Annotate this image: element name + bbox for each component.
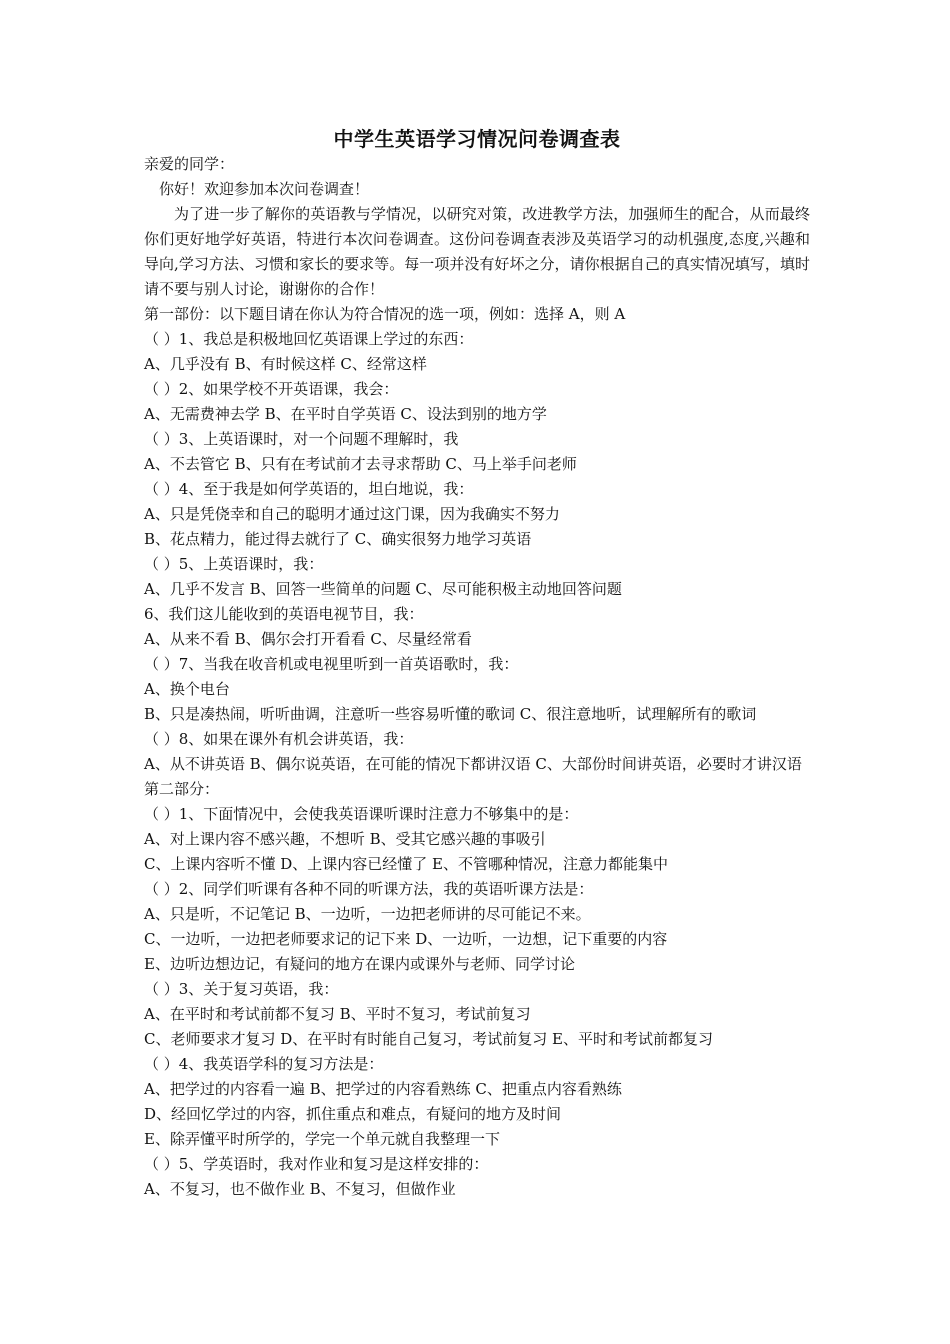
part1-option-4bc: B、花点精力，能过得去就行了 C、确实很努力地学习英语 [144,530,532,548]
part2-option-3cde: C、老师要求才复习 D、在平时有时能自己复习，考试前复习 E、平时和考试前都复习 [144,1030,713,1048]
part1-options-2: A、无需费神去学 B、在平时自学英语 C、设法到别的地方学 [144,405,547,423]
part2-option-3ab: A、在平时和考试前都不复习 B、平时不复习，考试前复习 [144,1005,531,1023]
part1-options-6: A、从来不看 B、偶尔会打开看看 C、尽量经常看 [144,630,472,648]
part1-question-6: 6、我们这儿能收到的英语电视节目，我： [144,605,424,623]
document-page [144,126,810,1202]
greeting: 亲爱的同学： [144,155,235,173]
part2-option-2cd: C、一边听，一边把老师要求记的记下来 D、一边听，一边想，记下重要的内容 [144,930,668,948]
part1-option-7a: A、换个电台 [144,680,230,698]
part1-question-4: （ ）4、至于我是如何学英语的，坦白地说，我： [144,480,474,498]
part1-question-7: （ ）7、当我在收音机或电视里听到一首英语歌时，我： [144,655,519,673]
part2-question-2: （ ）2、同学们听课有各种不同的听课方法，我的英语听课方法是： [144,880,594,898]
part2-option-2e: E、边听边想边记，有疑问的地方在课内或课外与老师、同学讨论 [144,955,575,973]
part2-question-1: （ ）1、下面情况中，会使我英语课听课时注意力不够集中的是： [144,805,579,823]
part2-option-5ab: A、不复习，也不做作业 B、不复习，但做作业 [144,1180,456,1198]
document-title: 中学生英语学习情况问卷调查表 [333,127,621,151]
part1-header: 第一部份：以下题目请在你认为符合情况的选一项，例如：选择 A，则 A [144,305,626,323]
part2-question-3: （ ）3、关于复习英语，我： [144,980,339,998]
part1-options-8: A、从不讲英语 B、偶尔说英语，在可能的情况下都讲汉语 C、大部份时间讲英语，必要时才讲汉语 [144,755,802,773]
part2-option-2ab: A、只是听，不记笔记 B、一边听，一边把老师讲的尽可能记不来。 [144,905,591,923]
part1-question-5: （ ）5、上英语课时，我： [144,555,324,573]
part1-question-1: （ ）1、我总是积极地回忆英语课上学过的东西： [144,330,474,348]
part1-option-7bc: B、只是凑热闹，听听曲调，注意听一些容易听懂的歌词 C、很注意地听，试理解所有的歌词 [144,705,757,723]
part2-header: 第二部分： [144,780,220,798]
part2-option-4d: D、经回忆学过的内容，抓住重点和难点，有疑问的地方及时间 [144,1105,562,1123]
part1-options-3: A、不去管它 B、只有在考试前才去寻求帮助 C、马上举手问老师 [144,455,577,473]
part2-option-4e: E、除弄懂平时所学的，学完一个单元就自我整理一下 [144,1130,500,1148]
part1-question-8: （ ）8、如果在课外有机会讲英语，我： [144,730,414,748]
part2-option-4abc: A、把学过的内容看一遍 B、把学过的内容看熟练 C、把重点内容看熟练 [144,1080,622,1098]
intro-paragraph: 为了进一步了解你的英语教与学情况，以研究对策，改进教学方法，加强师生的配合，从而最终你们更好地学好英语，特进行本次问卷调查。这份问卷调查表涉及英语学习的动机强度,态度,兴趣和导向,学习方法、习惯和家长的要求等。每一项并没有好坏之分，请你根据自己的真实情况填写，填时请不要与别人讨论，谢谢你的合作！ [144,205,810,298]
part1-options-1: A、几乎没有 B、有时候这样 C、经常这样 [144,355,427,373]
part2-question-4: （ ）4、我英语学科的复习方法是： [144,1055,384,1073]
hello-line: 你好！欢迎参加本次问卷调查！ [159,180,370,198]
part1-question-2: （ ）2、如果学校不开英语课，我会： [144,380,399,398]
part1-options-5: A、几乎不发言 B、回答一些简单的问题 C、尽可能积极主动地回答问题 [144,580,622,598]
part1-option-4a: A、只是凭侥幸和自己的聪明才通过这门课，因为我确实不努力 [144,505,560,523]
part2-question-5: （ ）5、学英语时，我对作业和复习是这样安排的： [144,1155,489,1173]
part2-option-1cde: C、上课内容听不懂 D、上课内容已经懂了 E、不管哪种情况，注意力都能集中 [144,855,668,873]
part2-option-1ab: A、对上课内容不感兴趣，不想听 B、受其它感兴趣的事吸引 [144,830,546,848]
part1-question-3: （ ）3、上英语课时，对一个问题不理解时，我 [144,430,459,448]
